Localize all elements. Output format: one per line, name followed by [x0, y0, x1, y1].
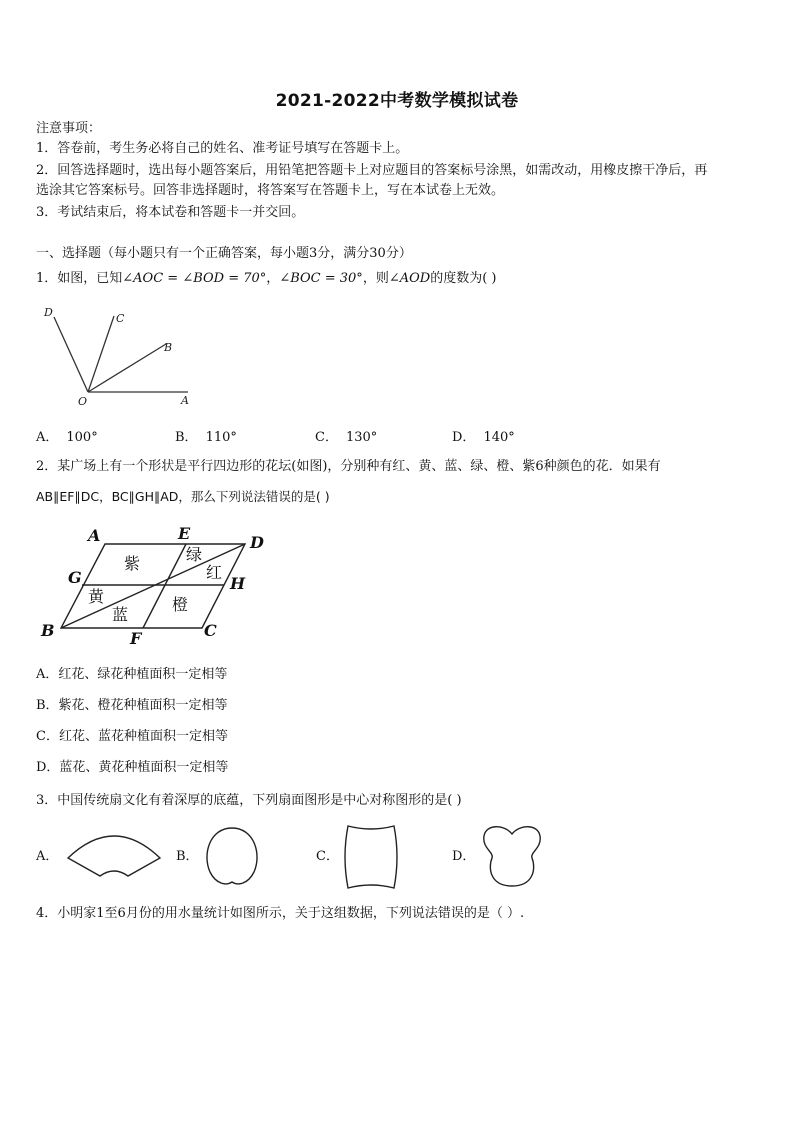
q1-option-a-letter: A．: [36, 430, 59, 445]
region-green: 绿: [186, 545, 203, 564]
q1-separator: ，: [266, 271, 280, 286]
region-orange: 橙: [172, 595, 189, 614]
label-F: F: [130, 629, 142, 648]
q1-mid: ，则: [362, 271, 389, 286]
q1-option-a[interactable]: [36, 426, 98, 445]
label-C: C: [204, 621, 217, 640]
q2-option-d[interactable]: D．蓝花、黄花种植面积一定相等: [36, 760, 229, 775]
q1-condition-1: ∠AOC = ∠BOD = 70°: [122, 271, 267, 286]
label-E: E: [178, 524, 191, 543]
label-G: G: [68, 568, 82, 587]
question-2-stem-line-1: 2．某广场上有一个形状是平行四边形的花坛(如图)，分别种有红、黄、蓝、绿、橙、紫6种颜色的花．如果有: [36, 459, 661, 474]
ray-OD: [54, 317, 88, 392]
q1-ask: ∠AOD: [388, 271, 431, 286]
q1-suffix: 的度数为( ): [430, 271, 497, 286]
q2-option-c[interactable]: C．红花、蓝花种植面积一定相等: [36, 729, 228, 744]
label-B: B: [164, 341, 173, 354]
q1-option-a-text: 100°: [66, 430, 98, 445]
question-2-stem-line-2: AB∥EF∥DC，BC∥GH∥AD，那么下列说法错误的是( ): [36, 489, 330, 504]
q1-angle-figure: [36, 300, 206, 410]
q1-option-b-letter: B．: [175, 430, 198, 445]
question-4-stem: 4．小明家1至6月份的用水量统计如图所示，关于这组数据，下列说法错误的是（ ）.: [36, 906, 525, 921]
notice-item-2-line-2: 选涂其它答案标号。回答非选择题时，将答案写在答题卡上，写在本试卷上无效。: [36, 183, 505, 198]
q1-option-d[interactable]: [452, 426, 515, 445]
q1-condition-2: ∠BOC = 30°: [279, 271, 363, 286]
question-1-stem: [36, 270, 496, 288]
q1-option-c-letter: C．: [315, 430, 338, 445]
ray-OC: [88, 316, 114, 392]
q1-option-b-text: 110°: [205, 430, 237, 445]
segment-EF: [143, 544, 189, 628]
label-O: O: [78, 395, 88, 408]
notice-item-2-line-1: 2．回答选择题时，选出每小题答案后，用铅笔把答题卡上对应题目的答案标号涂黑，如需改动，用橡皮擦干净后，再: [36, 163, 708, 178]
section-heading: 一、选择题（每小题只有一个正确答案，每小题3分，满分30分）: [36, 246, 412, 261]
label-C: C: [116, 312, 125, 325]
region-blue: 蓝: [112, 605, 129, 624]
q1-prefix: 1．如图，已知: [36, 271, 123, 286]
region-purple: 紫: [124, 554, 141, 573]
q3-option-a-fan-shape[interactable]: [66, 828, 166, 888]
question-3-stem: 3．中国传统扇文化有着深厚的底蕴，下列扇面图形是中心对称图形的是( ): [36, 793, 462, 808]
notice-heading: 注意事项：: [36, 121, 102, 136]
label-D: D: [250, 533, 264, 552]
q3-option-c-fan-shape[interactable]: [342, 824, 400, 890]
label-H: H: [230, 574, 246, 593]
q3-option-a-label[interactable]: A．: [36, 849, 59, 864]
notice-item-1: 1．答卷前，考生务必将自己的姓名、准考证号填写在答题卡上。: [36, 141, 409, 156]
q2-option-a[interactable]: A．红花、绿花种植面积一定相等: [36, 667, 228, 682]
q3-option-d-label[interactable]: D．: [452, 849, 476, 864]
label-A: A: [88, 526, 101, 545]
q1-option-c[interactable]: [315, 426, 377, 445]
notice-item-3: 3．考试结束后，将本试卷和答题卡一并交回。: [36, 205, 305, 220]
q1-option-d-letter: D．: [452, 430, 476, 445]
q3-option-c-label[interactable]: C．: [316, 849, 339, 864]
label-B: B: [41, 621, 55, 640]
label-A: A: [181, 394, 189, 407]
q3-option-b-fan-shape[interactable]: [204, 826, 260, 890]
diagonal-BD: [61, 544, 245, 628]
q3-option-b-label[interactable]: B．: [176, 849, 199, 864]
q1-option-b[interactable]: [175, 426, 237, 445]
q1-option-d-text: 140°: [483, 430, 515, 445]
label-D: D: [44, 306, 53, 319]
region-yellow: 黄: [88, 587, 105, 606]
q3-option-d-fan-shape[interactable]: [480, 824, 544, 890]
q2-option-b[interactable]: B．紫花、橙花种植面积一定相等: [36, 698, 228, 713]
q2-parallelogram-figure: [36, 520, 286, 650]
region-red: 红: [206, 563, 223, 582]
ray-OB: [88, 344, 166, 392]
page-title: 2021-2022中考数学模拟试卷: [275, 91, 519, 111]
q1-option-c-text: 130°: [345, 430, 378, 445]
